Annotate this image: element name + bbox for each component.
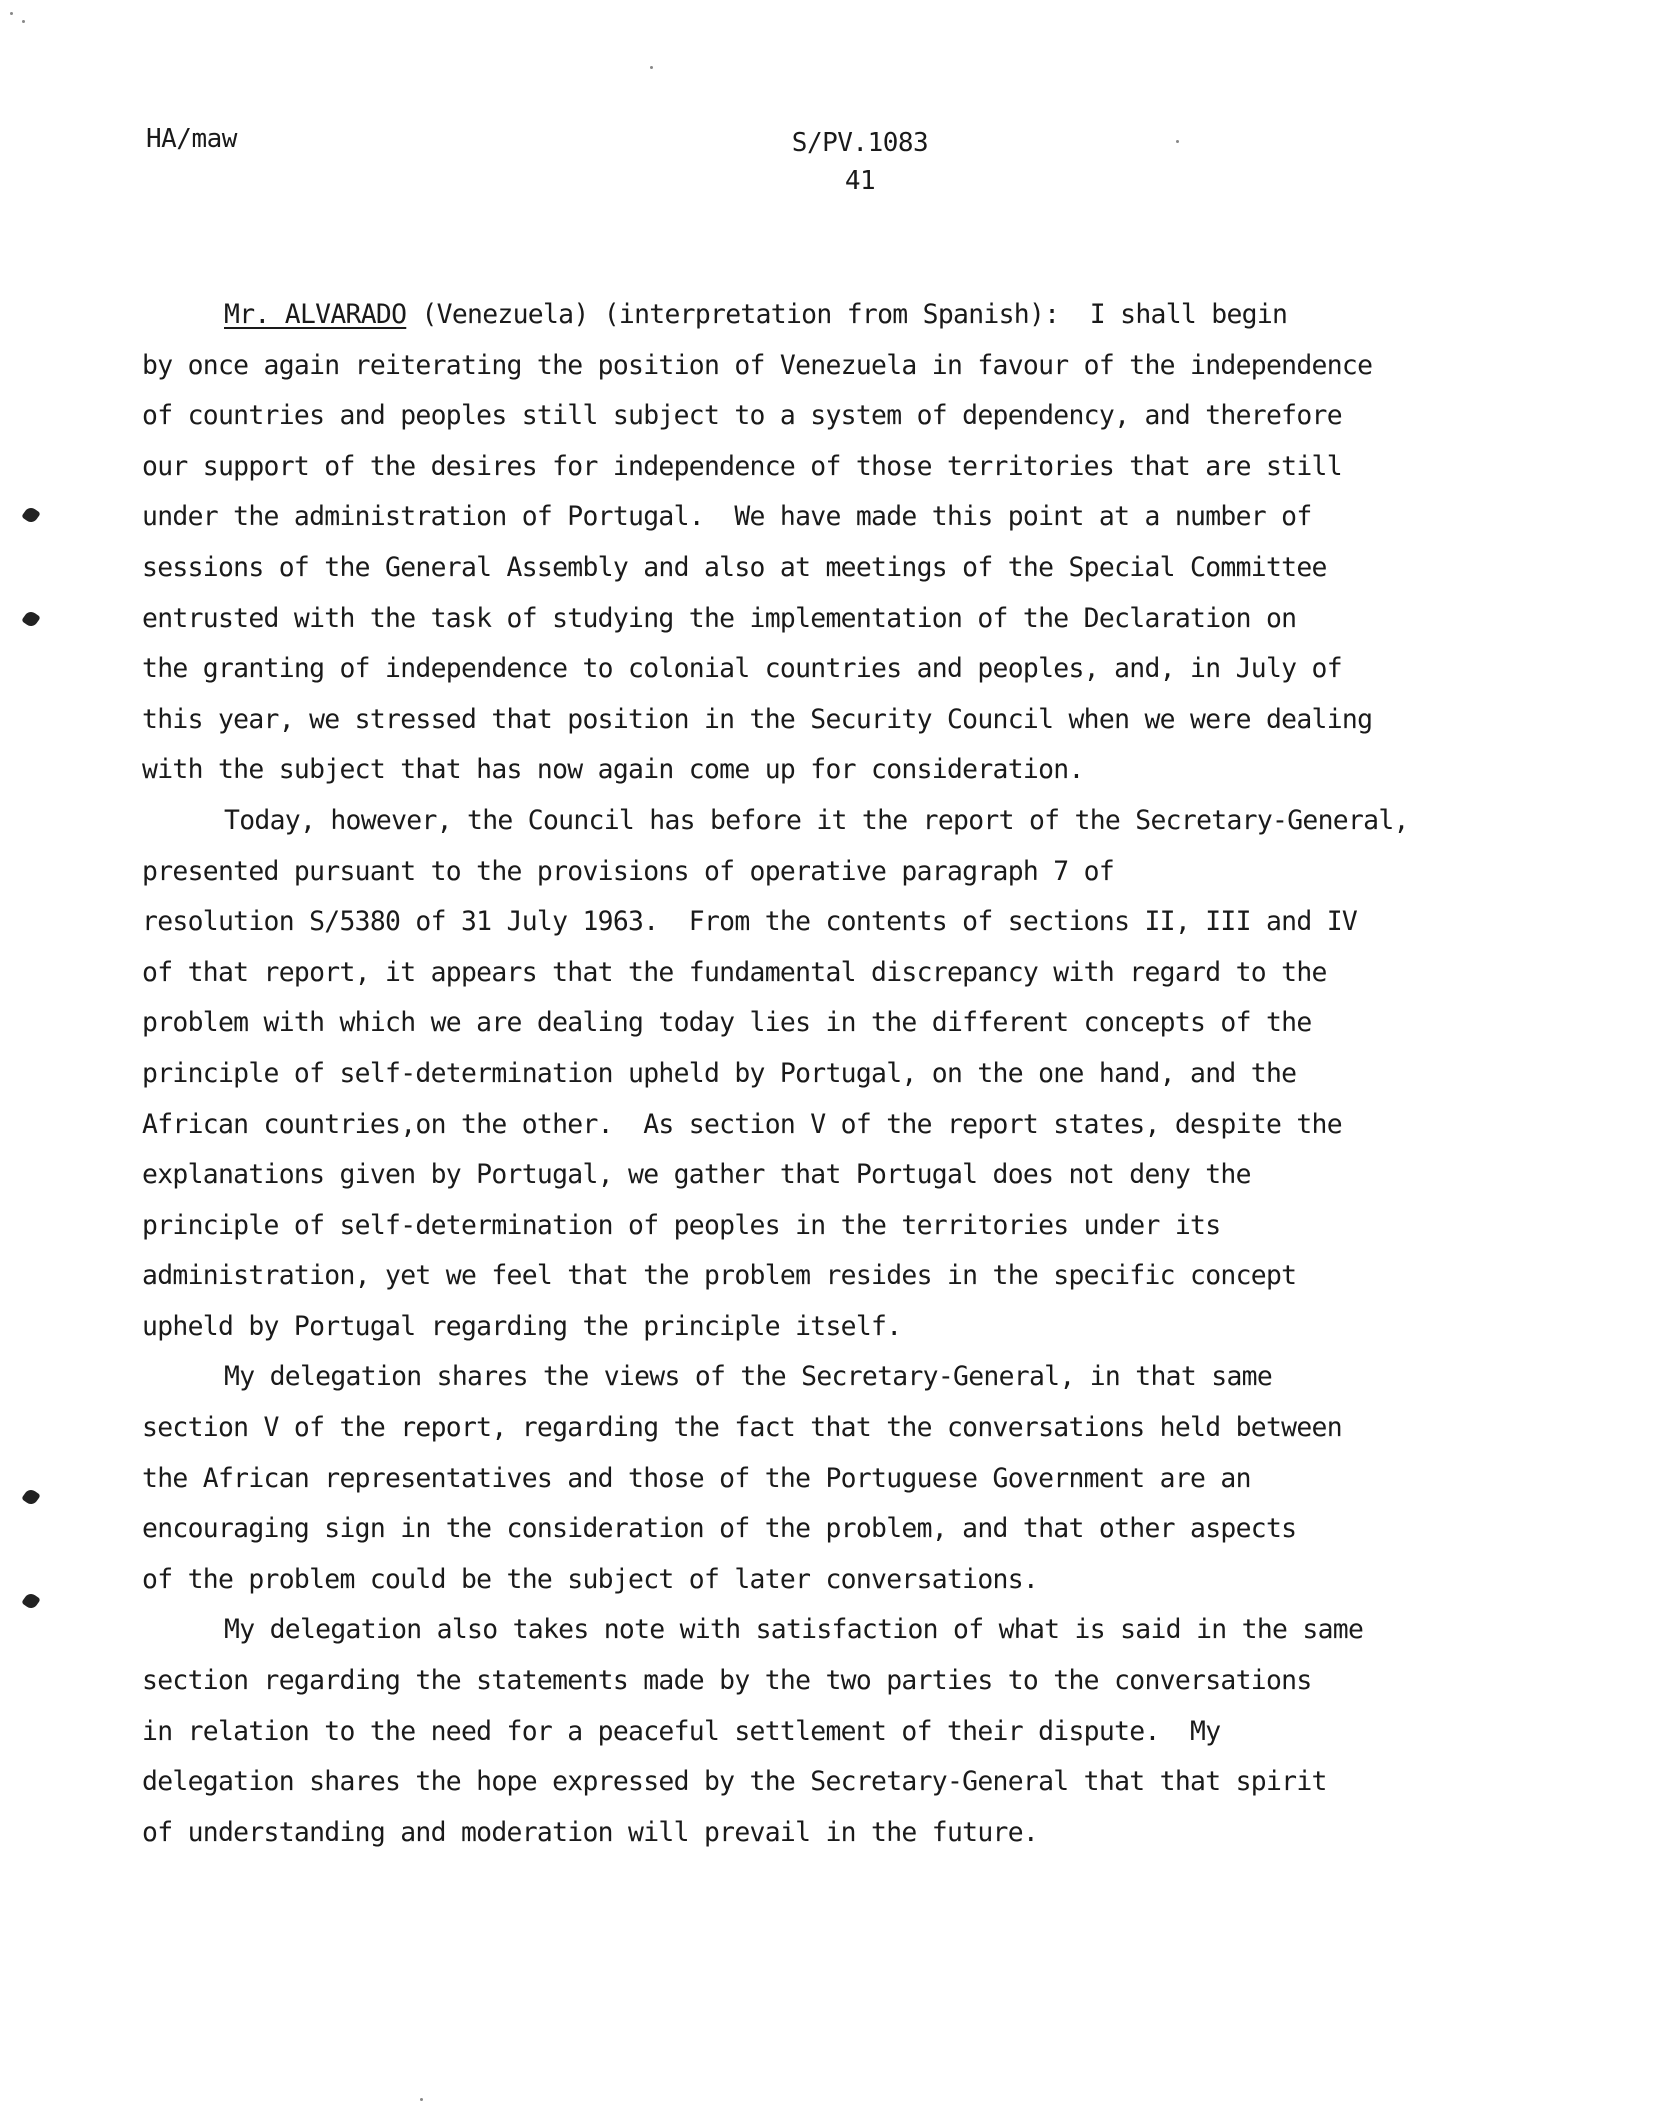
paragraph-line: encouraging sign in the consideration of the problem, and that other aspects [142,1513,1297,1545]
paragraph-line: with the subject that has now again come up for consideration. [142,754,1084,786]
paragraph-line: entrusted with the task of studying the implementation of the Declaration on [142,602,1297,634]
paragraph-line: Today, however, the Council has before it the report of the Secretary-General, [224,804,1409,836]
paragraph-line: section V of the report, regarding the fact that the conversations held between [142,1412,1342,1444]
scan-speck [10,12,13,15]
page-number: 41 [844,166,876,196]
paragraph-line: this year, we stressed that position in the Security Council when we were dealing [142,703,1373,735]
paragraph-line: principle of self-determination upheld by Portugal, on the one hand, and the [142,1057,1297,1089]
paragraph-line [142,290,1522,341]
paragraph-line: by once again reiterating the position of Venezuela in favour of the independence [142,349,1373,381]
paragraph-line: of countries and peoples still subject to a system of dependency, and therefore [142,400,1342,432]
paragraph-line: problem with which we are dealing today lies in the different concepts of the [142,1007,1312,1039]
paragraph-line: My delegation shares the views of the Secretary-General, in that same [224,1361,1273,1393]
paragraph-line: delegation shares the hope expressed by the Secretary-General that that spirit [142,1766,1327,1798]
paragraph-line: of that report, it appears that the fundamental discrepancy with regard to the [142,956,1327,988]
paragraph-line: principle of self-determination of peoples in the territories under its [142,1209,1221,1241]
paragraph-line: under the administration of Portugal. We have made this point at a number of [142,501,1312,533]
scan-speck [1176,140,1179,143]
scan-mark [21,609,40,628]
scan-mark [21,1487,40,1506]
page-header [770,124,950,200]
paragraph-line: of understanding and moderation will prevail in the future. [142,1816,1039,1848]
paragraph-line: My delegation also takes note with satisfaction of what is said in the same [224,1614,1364,1646]
document-symbol: S/PV.1083 [791,128,929,158]
paragraph-line: section regarding the statements made by the two parties to the conversations [142,1665,1312,1697]
paragraph-line: explanations given by Portugal, we gather that Portugal does not deny the [142,1159,1251,1191]
scan-speck [650,66,653,69]
paragraph-2 [142,796,1522,1353]
paragraph-line: upheld by Portugal regarding the principle itself. [142,1310,902,1342]
paragraph-line: in relation to the need for a peaceful settlement of their dispute. My [142,1715,1221,1747]
paragraph-line: our support of the desires for independence of those territories that are still [142,450,1342,482]
scan-speck [22,20,25,23]
paragraph-line: presented pursuant to the provisions of operative paragraph 7 of [142,855,1115,887]
scan-mark [21,505,40,524]
speaker-name: Mr. ALVARADO [224,299,407,330]
paragraph-line: the African representatives and those of the Portuguese Government are an [142,1462,1251,1494]
paragraph-line: administration, yet we feel that the problem resides in the specific concept [142,1260,1297,1292]
paragraph-4 [142,1605,1522,1858]
scan-mark [21,1591,40,1610]
typist-reference: HA/maw [146,124,237,154]
paragraph-line: of the problem could be the subject of later conversations. [142,1563,1039,1595]
paragraph-line: the granting of independence to colonial countries and peoples, and, in July of [142,653,1342,685]
paragraph-line: resolution S/5380 of 31 July 1963. From the contents of sections II, III and IV [142,906,1358,938]
paragraph-line: sessions of the General Assembly and also at meetings of the Special Committee [142,551,1327,583]
scan-speck [420,2098,423,2101]
speaker-intro-text: (Venezuela) (interpretation from Spanish): I shall begin [406,299,1288,330]
paragraph-1 [142,290,1522,796]
document-body [142,290,1522,1858]
paragraph-line: African countries,on the other. As section V of the report states, despite the [142,1108,1342,1140]
paragraph-3 [142,1352,1522,1605]
